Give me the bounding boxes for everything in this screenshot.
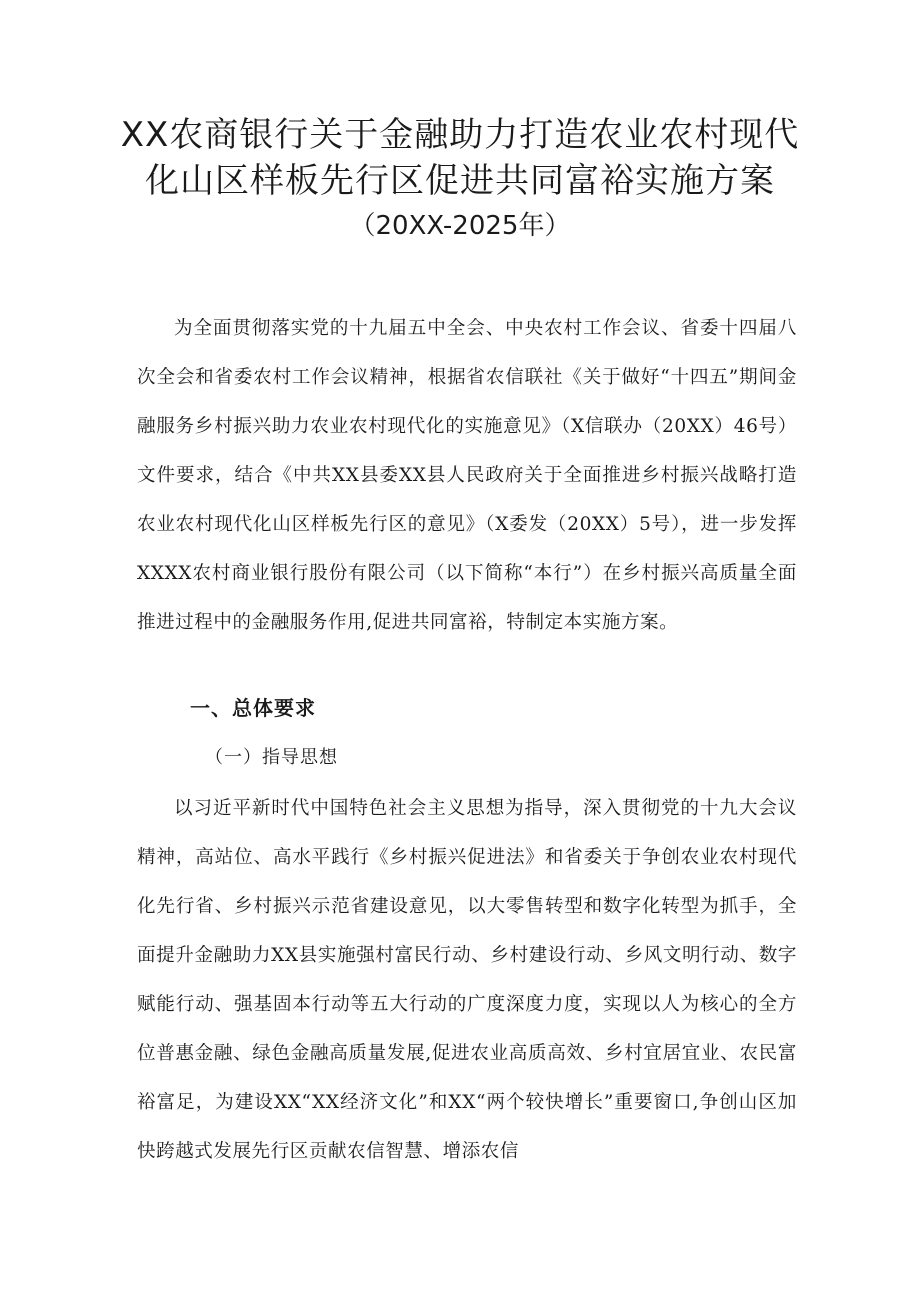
subsection-heading-guiding-ideology: （一）指导思想 xyxy=(205,747,338,768)
document-title-line-2: 化山区样板先行区促进共同富裕实施方案 xyxy=(145,161,775,201)
guiding-ideology-paragraph: 以习近平新时代中国特色社会主义思想为指导，深入贯彻党的十九大会议精神，高站位、高水平践行《乡村振兴促进法》和省委关于争创农业农村现代化先行省、乡村振兴示范省建设意见，以大零售转型和数字化转型为抓手，全面提升金融助力XX县实施强村富民行动、乡村建设行动、乡风文明行动、数字赋能行动、强基固本行动等五大行动的广度深度力度，实现以人为核心的全方位普惠金融、绿色金融高质量发展,促进农业高质高效、乡村宜居宜业、农民富裕富足，为建设XX“XX经济文化”和XX“两个较快增长”重要窗口,争创山区加快跨越式发展先行区贡献农信智慧、增添农信 xyxy=(137,798,797,1162)
section-heading-general-requirements: 一、总体要求 xyxy=(190,696,316,720)
document-title-line-1: XX农商银行关于金融助力打造农业农村现代 xyxy=(120,115,800,155)
intro-paragraph: 为全面贯彻落实党的十九届五中全会、中央农村工作会议、省委十四届八次全会和省委农村工作会议精神，根据省农信联社《关于做好“十四五”期间金融服务乡村振兴助力农业农村现代化的实施意见》（X信联办（20XX）46号）文件要求，结合《中共XX县委XX县人民政府关于全面推进乡村振兴战略打造农业农村现代化山区样板先行区的意见》（X委发（20XX）5号），进一步发挥XXXX农村商业银行股份有限公司（以下简称“本行”）在乡村振兴高质量全面推进过程中的金融服务作用,促进共同富裕，特制定本实施方案。 xyxy=(137,318,797,633)
document-subtitle: （20XX-2025年） xyxy=(349,211,571,241)
